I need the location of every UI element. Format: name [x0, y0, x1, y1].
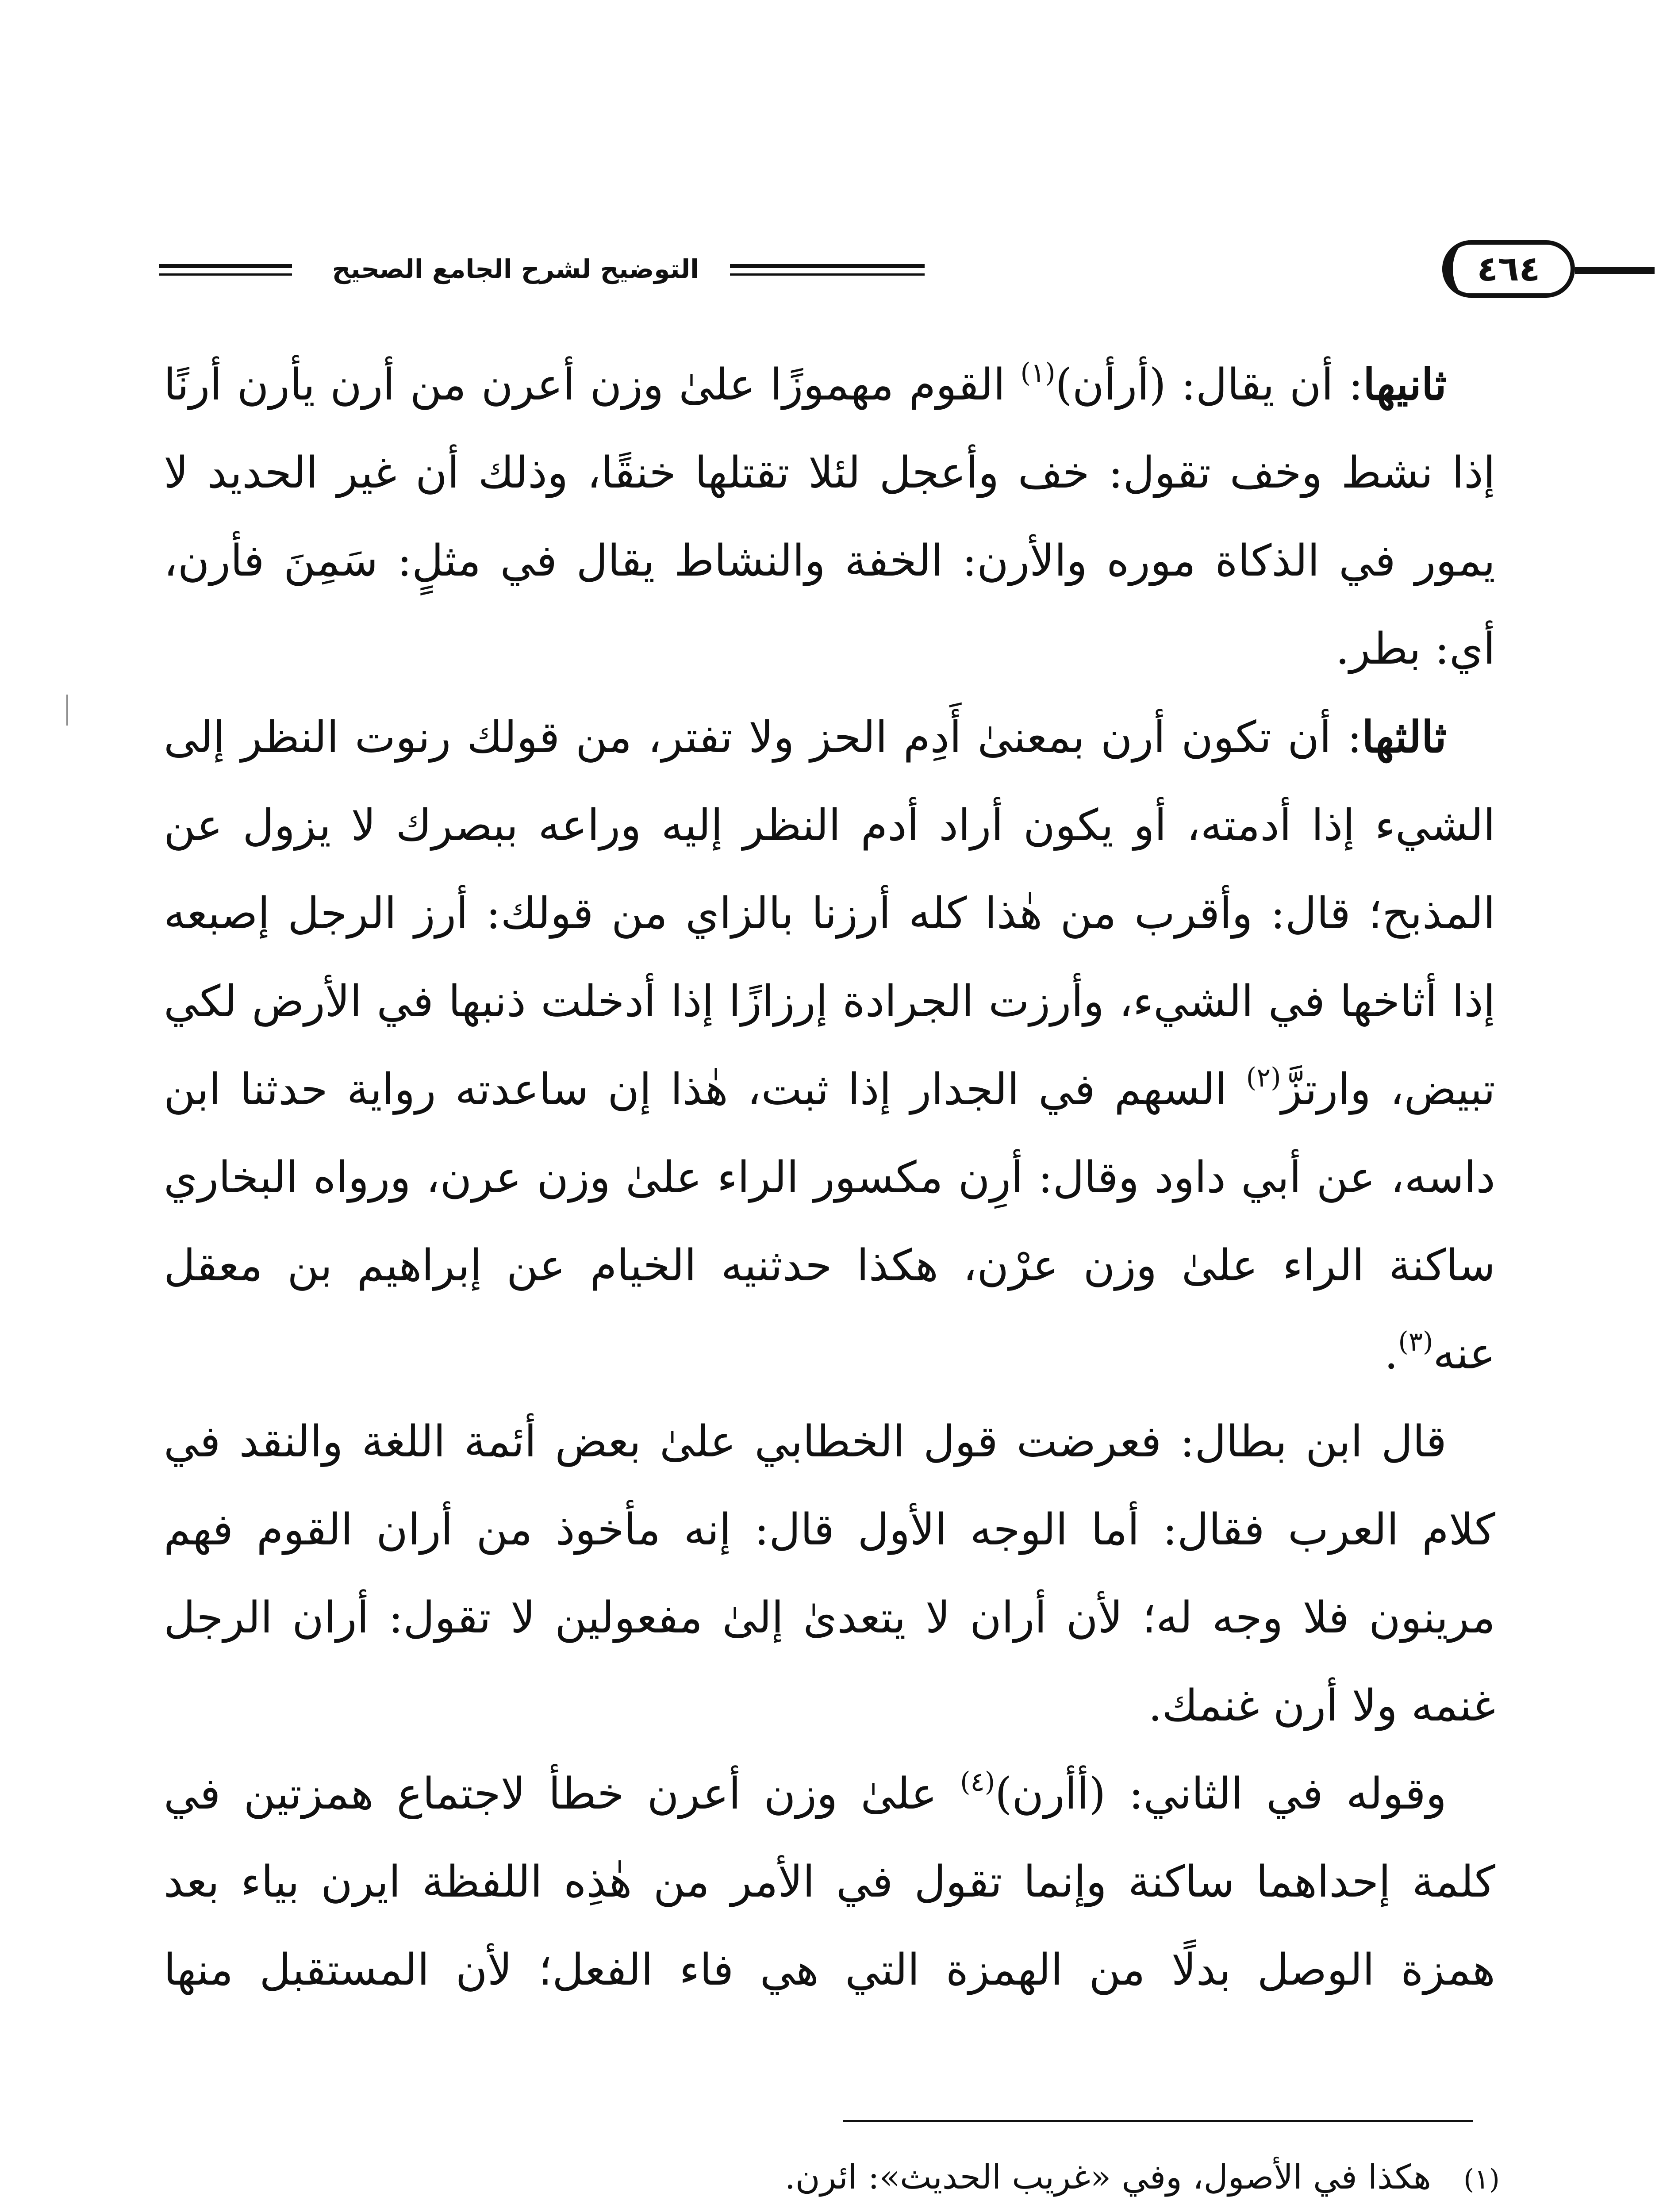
- header-rule-right: [1575, 267, 1655, 274]
- paragraph-text: : أن تكون أرن بمعنىٰ أَدِم الحز ولا تفتر، من قولك رنوت النظر إلى الشيء إذا أدمته، أو يكون أراد أدم النظر إليه وراعه ببصرك لا يزول عن المذبح؛ قال: وأقرب من هٰذا كله أرزنا بالزاي من قولك: أرز الرجل إصبعه إذا أثاخها في الشيء، وأرزت الجرادة إرزازًا إذا أدخلت ذنبها في الأرض لكي تبيض، وارتزَّ: [164, 712, 1496, 1115]
- footnote-separator: [843, 2120, 1473, 2122]
- paragraph-lead: ثانيها: [1363, 359, 1447, 410]
- running-title: التوضيح لشرح الجامع الصحيح: [332, 254, 699, 284]
- footnote-marker[interactable]: (٤): [960, 1767, 995, 1797]
- footnote-number: (١): [1463, 2163, 1500, 2195]
- paragraph-second-saying: [164, 1750, 1495, 2014]
- paragraph-third-reading: [164, 693, 1495, 1398]
- footnote-text: هكذا في الأصول، وفي «غريب الحديث»: ائرن.: [784, 2157, 1431, 2197]
- paragraph-text: وقوله في الثاني: (أأرن): [995, 1769, 1447, 1819]
- paragraph-text: علىٰ وزن أعرن خطأ لاجتماع همزتين في كلمة إحداهما ساكنة وإنما تقول في الأمر من هٰذِه اللفظة ايرن بياء بعد همزة الوصل بدلًا من الهمزة التي هي فاء الفعل؛ لأن المستقبل منها: [164, 1769, 1495, 1995]
- paragraph-text: .: [1384, 1329, 1398, 1379]
- footnote-marker[interactable]: (٢): [1246, 1062, 1281, 1093]
- footnote-marker[interactable]: (٣): [1398, 1326, 1433, 1357]
- paragraph-second-reading: [164, 341, 1495, 693]
- paragraph-text: السهم في الجدار إذا ثبت، هٰذا إن ساعدته رواية حدثنا ابن داسه، عن أبي داود وقال: أرِن مكسور الراء علىٰ وزن عرن، ورواه البخاري ساكنة الراء علىٰ وزن عرْن، هكذا حدثنيه الخيام عن إبراهيم بن معقل عنه: [164, 1064, 1495, 1379]
- running-header: [159, 232, 1540, 307]
- main-text: [164, 341, 1495, 2014]
- paragraph-text: قال ابن بطال: فعرضت قول الخطابي علىٰ بعض أئمة اللغة والنقد في كلام العرب فقال: أما الوجه الأول قال: إنه مأخوذ من أران القوم فهم مرينون فلا وجه له؛ لأن أران لا يتعدىٰ إلىٰ مفعولين لا تقول: أران الرجل غنمه ولا أرن غنمك.: [164, 1417, 1495, 1731]
- header-rule-left: [159, 264, 292, 276]
- footnotes: [265, 2146, 1500, 2212]
- header-rule-middle: [730, 264, 925, 276]
- paragraph-lead: ثالثها: [1362, 712, 1447, 763]
- page-number: ٤٦٤: [1477, 249, 1540, 289]
- footnote-marker[interactable]: (١): [1020, 357, 1056, 388]
- paragraph-ibn-battal: [164, 1398, 1495, 1750]
- paragraph-text: : أن يقال: (أرأن): [1055, 360, 1363, 410]
- margin-tick: [66, 695, 68, 726]
- paragraph-text: القوم مهموزًا علىٰ وزن أعرن من أرن يأرن أرنًا إذا نشط وخف تقول: خف وأعجل لئلا تقتلها خنقًا، وذلك أن غير الحديد لا يمور في الذكاة موره والأرن: الخفة والنشاط يقال في مثلٍ: سَمِنَ فأرن، أي: بطر.: [164, 360, 1495, 674]
- footnote: [265, 2146, 1500, 2211]
